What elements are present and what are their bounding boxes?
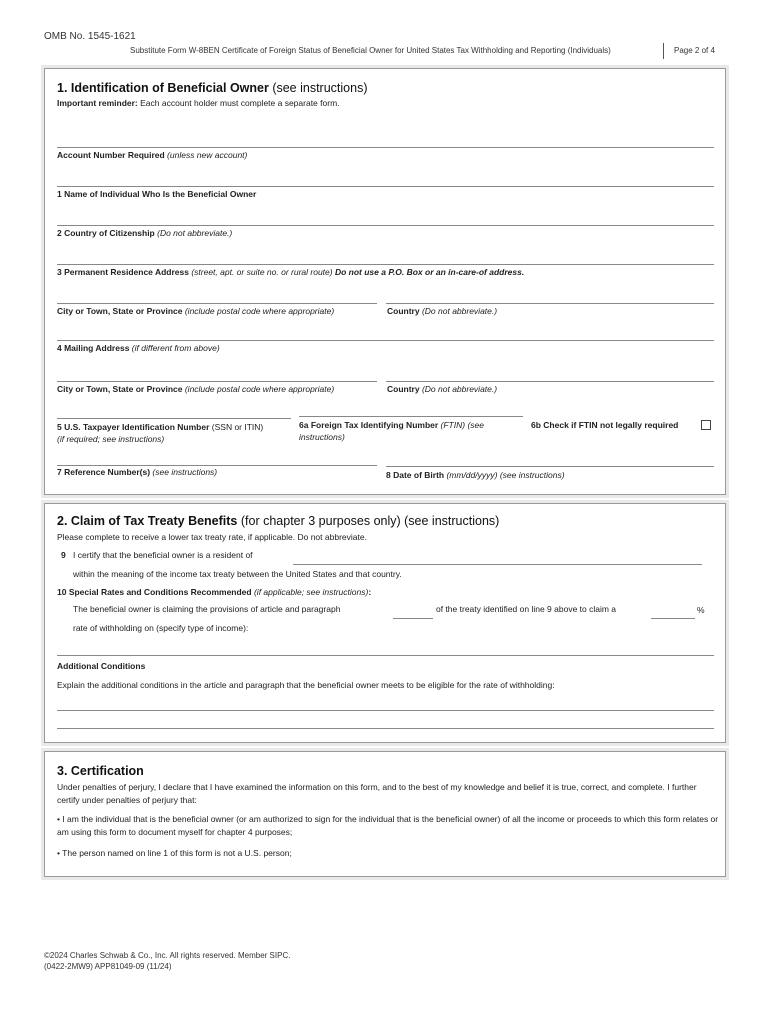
ftin-field[interactable] [299,416,523,417]
city2-field[interactable] [57,381,377,382]
section-treaty-benefits [44,503,726,743]
line10-label: 10 Special Rates and Conditions Recommended (if applicable; see instructions): [57,587,372,597]
omb-number: OMB No. 1545-1621 [44,31,136,42]
reference-number-label: 7 Reference Number(s) (see instructions) [57,467,218,477]
additional-conditions-field-1[interactable] [57,710,714,711]
income-type-field[interactable] [57,655,714,656]
residence-address-label: 3 Permanent Residence Address (street, apt. or suite no. or rural route) Do not use a P.O. Box or an in-care-of address. [57,267,525,277]
city1-field[interactable] [57,303,377,304]
ftin-not-required-label: 6b Check if FTIN not legally required [531,420,679,430]
withholding-rate-field[interactable] [651,618,695,619]
mailing-address-label: 4 Mailing Address (if different from above) [57,343,220,353]
account-number-label: Account Number Required (unless new account) [57,150,248,160]
line10-text-b: of the treaty identified on line 9 above to claim a [436,604,617,614]
additional-conditions-field-2[interactable] [57,728,714,729]
date-of-birth-label: 8 Date of Birth (mm/dd/yyyy) (see instructions) [386,470,565,480]
us-tin-label: 5 U.S. Taxpayer Identification Number (SSN or ITIN) [57,422,264,432]
city1-label: City or Town, State or Province (include postal code where appropriate) [57,306,335,316]
account-number-field[interactable] [57,147,714,148]
additional-conditions-text: Explain the additional conditions in the article and paragraph that the beneficial owner meets to be eligible for the rate of withholding: [57,680,555,690]
certification-intro: Under penalties of perjury, I declare that I have examined the information on this form, and to the best of my knowledge and belief it is true, correct, and complete. I further certify under penalties of perjury that: [57,782,697,805]
footer [44,950,290,972]
date-of-birth-field[interactable] [386,466,714,467]
section-identification [44,68,726,495]
line9-text2: within the meaning of the income tax treaty between the United States and that country. [73,569,402,579]
name-label: 1 Name of Individual Who Is the Beneficial Owner [57,189,257,199]
country1-label: Country (Do not abbreviate.) [387,306,498,316]
us-tin-field[interactable] [57,418,291,419]
section-certification [44,751,726,877]
line9-number: 9 [61,550,66,560]
citizenship-field[interactable] [57,225,714,226]
important-reminder: Important reminder: Each account holder must complete a separate form. [57,98,340,108]
mailing-address-field[interactable] [57,340,714,341]
form-code-line: (0422-2MW9) APP81049-09 (11/24) [44,962,172,971]
city2-label: City or Town, State or Province (include postal code where appropriate) [57,384,335,394]
percent-sign: % [697,605,705,615]
additional-conditions-label: Additional Conditions [57,661,146,671]
country2-label: Country (Do not abbreviate.) [387,384,498,394]
ftin-label: 6a Foreign Tax Identifying Number (FTIN) (see [299,420,484,430]
article-paragraph-field[interactable] [393,618,433,619]
header-divider [663,43,664,59]
residence-address-field[interactable] [57,264,714,265]
name-field[interactable] [57,186,714,187]
country1-field[interactable] [386,303,714,304]
copyright-line: ©2024 Charles Schwab & Co., Inc. All rights reserved. Member SIPC. [44,951,291,960]
section3-title: 3. Certification [57,764,144,778]
certification-bullet-2: • The person named on line 1 of this form is not a U.S. person; [57,848,292,858]
us-tin-note: (if required; see instructions) [57,434,165,444]
ftin-not-required-checkbox[interactable] [701,420,711,430]
residence-country-field[interactable] [293,564,702,565]
section2-title: 2. Claim of Tax Treaty Benefits (for chapter 3 purposes only) (see instructions) [57,514,500,528]
line10-text-c: rate of withholding on (specify type of income): [73,623,249,633]
form-title: Substitute Form W-8BEN Certificate of Foreign Status of Beneficial Owner for United States Tax Withholding and Reporting (Individuals) [130,46,611,55]
section1-title: 1. Identification of Beneficial Owner (see instructions) [57,81,368,95]
line9-text: I certify that the beneficial owner is a resident of [73,550,253,560]
ftin-note: instructions) [299,432,345,442]
country2-field[interactable] [386,381,714,382]
page-indicator: Page 2 of 4 [674,46,715,55]
citizenship-label: 2 Country of Citizenship (Do not abbreviate.) [57,228,233,238]
line10-text-a: The beneficial owner is claiming the provisions of article and paragraph [73,604,341,614]
certification-bullet-1: • I am the individual that is the beneficial owner (or am authorized to sign for the individual that is the beneficial owner) of all the income or proceeds to which this form relates or am using this form to document myself for chapter 4 purposes; [57,814,719,837]
section2-intro: Please complete to receive a lower tax treaty rate, if applicable. Do not abbreviate. [57,532,367,542]
